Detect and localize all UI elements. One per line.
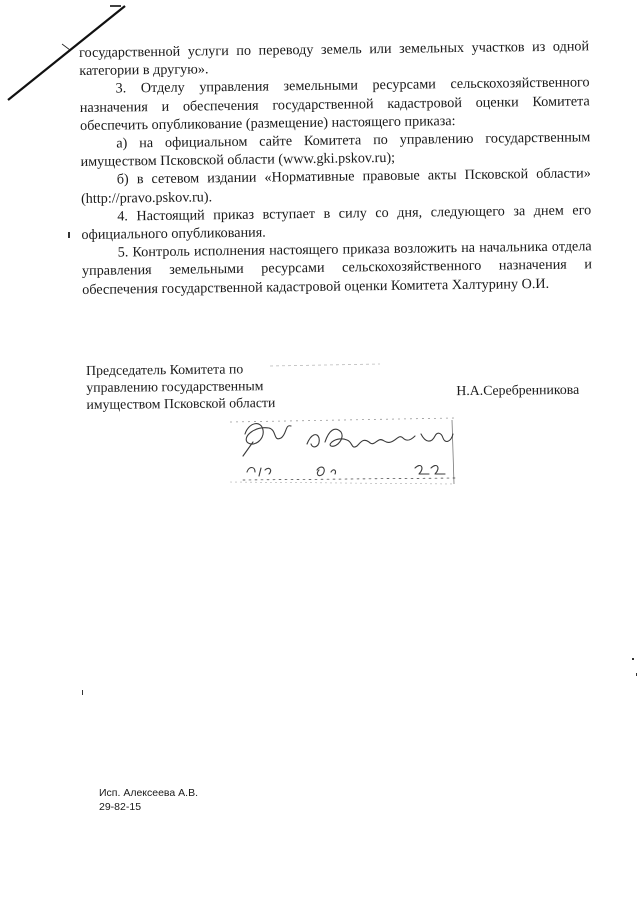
- signatory-position-line: Председатель Комитета по: [86, 361, 244, 378]
- paragraph-official-site: а) на официальном сайте Комитета по управлению государственным имуществом Псковской области (www.gki.pskov.ru);: [80, 129, 591, 171]
- signatory-position-line: имуществом Псковской области: [86, 395, 276, 412]
- executor-phone: 29-82-15: [99, 801, 142, 813]
- paragraph-network-edition: б) в сетевом издании «Нормативные правовые акты Псковской области» (http://pravo.pskov.ru).: [80, 165, 591, 207]
- scan-speck: [68, 232, 70, 238]
- order-body: [79, 37, 592, 298]
- scan-speck: [82, 690, 83, 695]
- scan-speck: [632, 658, 634, 660]
- paragraph-service-end: государственной услуги по переводу земель или земельных участков из одной категории в другую».: [79, 38, 590, 80]
- signatory-name: Н.А.Серебренникова: [456, 381, 580, 399]
- paragraph-control: 5. Контроль исполнения настоящего приказа возложить на начальника отдела управления земельными ресурсами сельскохозяйственного назначения и обеспечения государственной кадастровой оценки Комитета Халтурину О.И.: [81, 238, 593, 298]
- scan-speck: [636, 673, 637, 676]
- paragraph-publication-order: 3. Отделу управления земельными ресурсами сельскохозяйственного назначения и обеспечения государственной кадастровой оценки Комитета обеспечить опубликование (размещение) настоящего приказа:: [79, 74, 590, 134]
- handwritten-acknowledgement: [225, 412, 465, 487]
- paragraph-entry-into-force: 4. Настоящий приказ вступает в силу со дня, следующего за днем его официального опубликования.: [81, 202, 592, 244]
- signatory-position-line: управлению государственным: [86, 378, 264, 395]
- executor-info: [99, 786, 198, 814]
- executor-name: Исп. Алексеева А.В.: [99, 787, 198, 799]
